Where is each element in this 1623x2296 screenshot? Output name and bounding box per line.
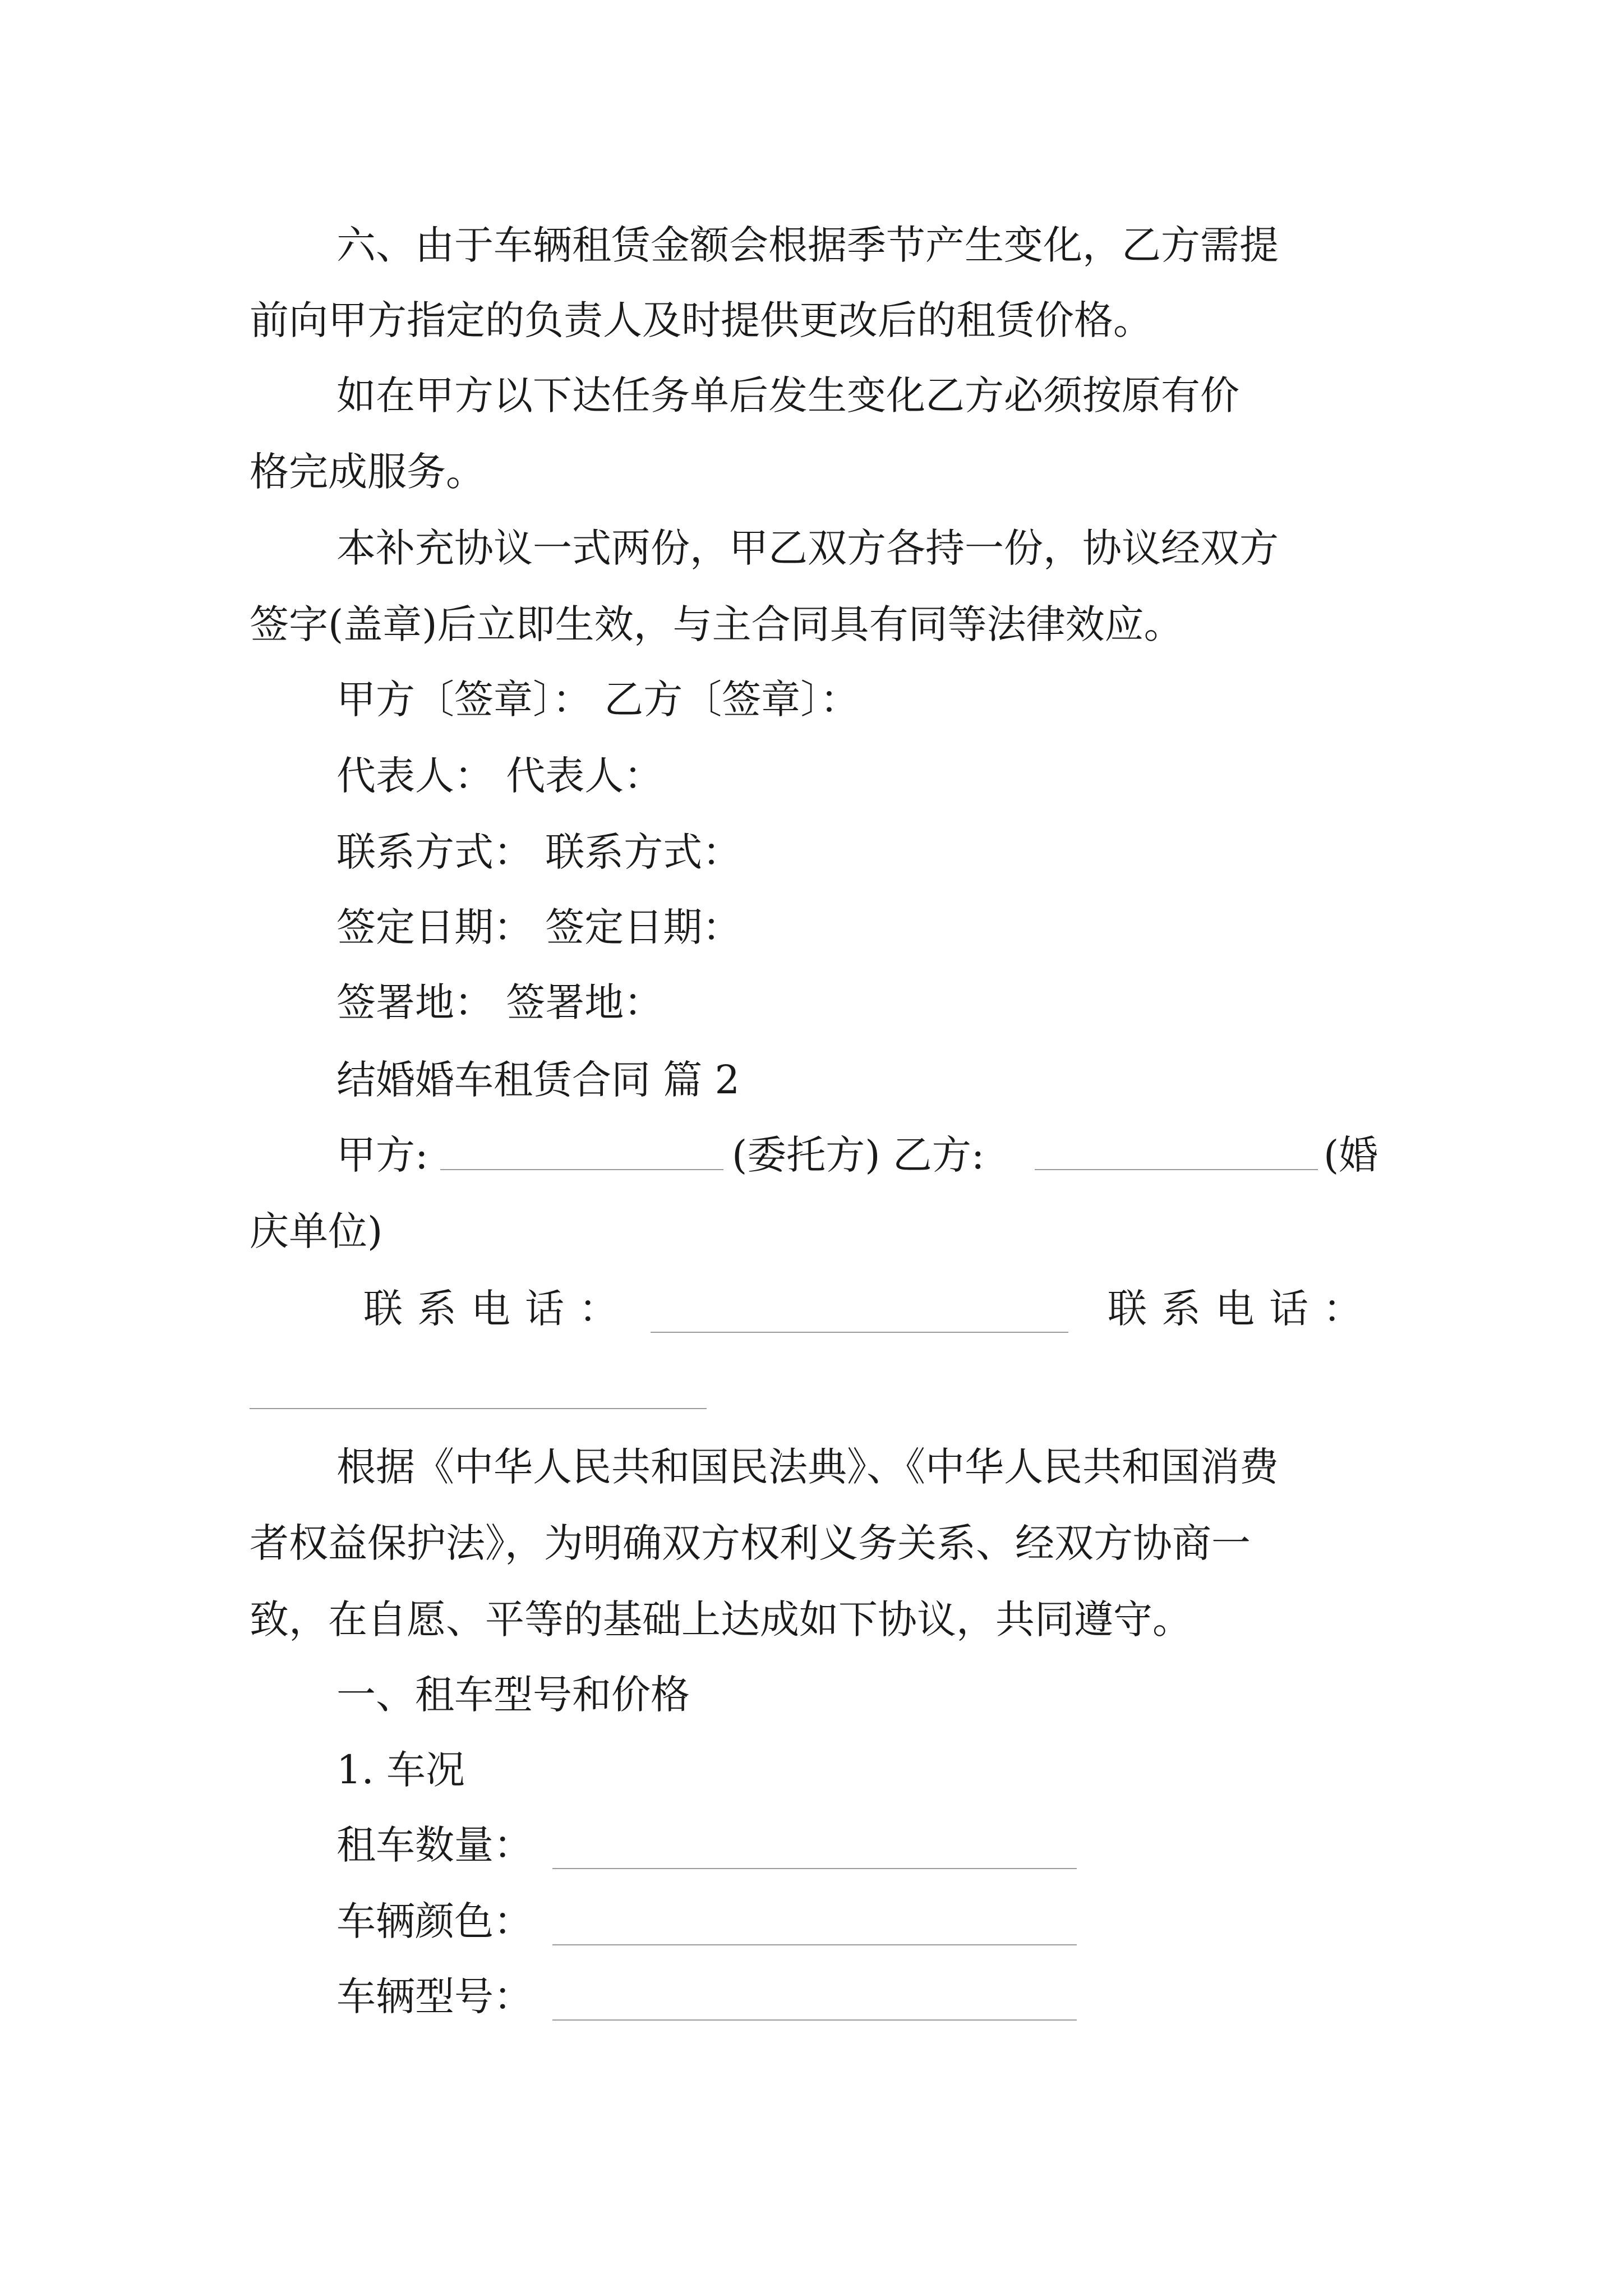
party-b-blank	[1035, 1169, 1318, 1170]
para8-line2: 签字(盖章)后立即生效，与主合同具有同等法律效应。	[250, 601, 1183, 647]
sign-rep-line: 代表人： 代表人：	[336, 753, 663, 799]
intro-line1: 根据《中华人民共和国民法典》、《中华人民共和国消费	[336, 1444, 1279, 1490]
phone-label-a: 联系电话：	[363, 1286, 633, 1332]
field-model-blank	[552, 2019, 1077, 2021]
sign-party-line: 甲方〔签章〕： 乙方〔签章〕：	[336, 677, 860, 723]
para7-line1: 如在甲方以下达任务单后发生变化乙方必须按原有价	[336, 372, 1239, 418]
sign-contact-line: 联系方式： 联系方式：	[336, 829, 742, 875]
field-color-label: 车辆颜色：	[336, 1898, 533, 1944]
field-quantity-blank	[552, 1868, 1077, 1869]
field-quantity-label: 租车数量：	[336, 1822, 533, 1868]
party-a-blank	[440, 1169, 723, 1170]
party-a-label: 甲方:	[336, 1132, 428, 1178]
sign-date-line: 签定日期： 签定日期：	[336, 904, 742, 950]
intro-line2: 者权益保护法》，为明确双方权利义务关系、经双方协商一	[250, 1520, 1251, 1566]
party-b-role-end: 庆单位)	[250, 1208, 383, 1254]
clause1-sub: 1. 车况	[336, 1747, 465, 1793]
sign-place-line: 签署地： 签署地：	[336, 979, 663, 1025]
clause1-title: 一、租车型号和价格	[336, 1672, 690, 1718]
phone-label-b: 联系电话：	[1108, 1286, 1377, 1332]
phone-a-blank	[651, 1332, 1068, 1333]
section2-title: 结婚婚车租赁合同 篇 2	[336, 1057, 740, 1103]
para7-line2: 格完成服务。	[250, 449, 485, 495]
field-color-blank	[552, 1944, 1077, 1945]
party-a-role: (委托方) 乙方:	[732, 1132, 985, 1178]
para6-line2: 前向甲方指定的负责人及时提供更改后的租赁价格。	[250, 297, 1152, 343]
para8-line1: 本补充协议一式两份，甲乙双方各持一份，协议经双方	[336, 525, 1279, 571]
party-b-role-start: (婚	[1324, 1132, 1378, 1178]
field-model-label: 车辆型号：	[336, 1973, 533, 2019]
intro-line3: 致，在自愿、平等的基础上达成如下协议，共同遵守。	[250, 1596, 1192, 1642]
para6-line1: 六、由于车辆租赁金额会根据季节产生变化，乙方需提	[336, 222, 1279, 268]
phone-b-blank	[250, 1408, 707, 1409]
